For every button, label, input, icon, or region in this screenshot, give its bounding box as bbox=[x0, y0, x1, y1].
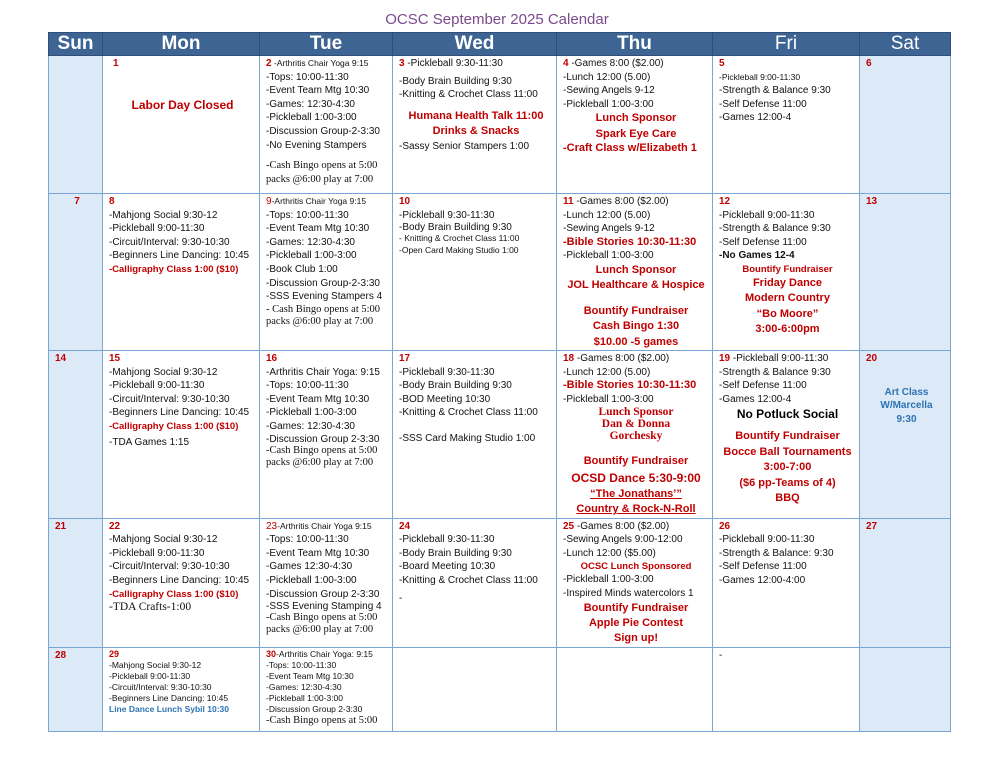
event-line: -Lunch 12:00 (5.00) bbox=[563, 71, 651, 83]
day-cell-8 bbox=[103, 194, 260, 351]
event-line: -Pickleball 1:00-3:00 bbox=[266, 250, 357, 262]
event-line: -Lunch 12:00 (5.00) bbox=[563, 366, 651, 378]
event-line: -Beginners Line Dancing: 10:45 bbox=[109, 407, 250, 419]
event-line: -Knitting & Crochet Class 11:00 bbox=[399, 574, 538, 586]
day-cell-29 bbox=[103, 647, 260, 731]
special-event: -Calligraphy Class 1:00 ($10) bbox=[109, 420, 239, 432]
event-line: -Pickleball 9:30-11:30 bbox=[399, 534, 495, 546]
header-fri: Fri bbox=[713, 33, 860, 56]
special-event: -Calligraphy Class 1:00 ($10) bbox=[109, 588, 239, 600]
event-line: -Pickleball 9:00-11:30 bbox=[730, 353, 829, 364]
day-cell-4 bbox=[557, 56, 713, 194]
event-line: -Games 12:00-4 bbox=[719, 112, 792, 124]
fundraiser-signup: Sign up! bbox=[614, 632, 658, 645]
event-line: -Beginners Line Dancing: 10:45 bbox=[109, 250, 250, 262]
no-potluck-notice: No Potluck Social bbox=[736, 407, 839, 422]
day-cell-12 bbox=[713, 194, 860, 351]
event-line: -Sassy Senior Stampers 1:00 bbox=[399, 140, 530, 152]
event-line: -Mahjong Social 9:30-12 bbox=[109, 659, 202, 670]
fundraiser-title: Bountify Fundraiser bbox=[735, 430, 840, 443]
day-number: 29 bbox=[109, 648, 120, 659]
special-event: -Craft Class w/Elizabeth 1 bbox=[563, 142, 697, 155]
day-cell-13 bbox=[860, 194, 951, 351]
event-line: -Games 12:00-4 bbox=[719, 393, 792, 405]
special-event: -Calligraphy Class 1:00 ($10) bbox=[109, 263, 239, 275]
event-line: -Arthritis Chair Yoga: 9:15 bbox=[266, 366, 380, 378]
week-3-row bbox=[49, 351, 951, 519]
lunch-sponsor: Lunch Sponsor bbox=[595, 112, 677, 125]
day-cell-empty bbox=[393, 647, 557, 731]
day-cell-17 bbox=[393, 351, 557, 519]
event-line: -Mahjong Social 9:30-12 bbox=[109, 366, 218, 378]
day-number: 12 bbox=[719, 196, 731, 207]
day-cell-5 bbox=[713, 56, 860, 194]
day-cell-30 bbox=[260, 647, 393, 731]
event-line: -Pickleball 1:00-3:00 bbox=[563, 574, 654, 586]
art-class-time: 9:30 bbox=[896, 413, 917, 425]
header-mon: Mon bbox=[103, 33, 260, 56]
event-line: -Self Defense 11:00 bbox=[719, 236, 807, 248]
day-cell-15 bbox=[103, 351, 260, 519]
art-class: Art Class bbox=[884, 386, 929, 398]
day-cell-6 bbox=[860, 56, 951, 194]
event-line: -Sewing Angels 9-12 bbox=[563, 223, 655, 235]
header-wed: Wed bbox=[393, 33, 557, 56]
fundraiser-event: OCSD Dance 5:30-9:00 bbox=[571, 470, 701, 485]
event-line: -Self Defense 11:00 bbox=[719, 561, 807, 573]
event-line: -Tops: 10:00-11:30 bbox=[266, 71, 349, 83]
day-number: 10 bbox=[399, 196, 411, 207]
lunch-sponsor: OCSC Lunch Sponsored bbox=[580, 561, 692, 573]
event-line: -Book Club 1:00 bbox=[266, 263, 338, 275]
event-line: -Games: 12:30-4:30 bbox=[266, 236, 355, 248]
weekday-header-row bbox=[49, 33, 951, 56]
labor-day-closed: Labor Day Closed bbox=[131, 97, 234, 112]
event-line: -Inspired Minds watercolors 1 bbox=[563, 587, 694, 599]
header-thu: Thu bbox=[557, 33, 713, 56]
day-number: 5 bbox=[719, 58, 725, 69]
event-line: -Event Team Mtg 10:30 bbox=[266, 393, 370, 405]
event-line: -Event Team Mtg 10:30 bbox=[266, 670, 354, 681]
day-cell-empty bbox=[557, 647, 713, 731]
week-1-row bbox=[49, 56, 951, 194]
day-cell-24 bbox=[393, 518, 557, 647]
event-line: -Lunch 12:00 ($5.00) bbox=[563, 547, 656, 559]
event-line: packs @6:00 play at 7:00 bbox=[266, 315, 374, 327]
day-number: 15 bbox=[109, 353, 121, 364]
event-line: packs @6:00 play at 7:00 bbox=[266, 173, 374, 185]
fundraiser-detail: Modern Country bbox=[745, 292, 830, 305]
event-line: -Self Defense 11:00 bbox=[719, 98, 807, 110]
event-line: -Pickleball 1:00-3:00 bbox=[563, 393, 654, 405]
event-line: -Cash Bingo opens at 5:00 bbox=[266, 612, 378, 624]
event-line: -Pickleball 9:30-11:30 bbox=[404, 58, 503, 69]
lunch-sponsor-name: Dan & Donna bbox=[601, 418, 671, 431]
special-event: Line Dance Lunch Sybil 10:30 bbox=[109, 703, 229, 714]
day-number: 19 bbox=[719, 353, 731, 364]
fundraiser-event: Cash Bingo 1:30 bbox=[592, 320, 680, 333]
event-line: -Board Meeting 10:30 bbox=[399, 561, 496, 573]
event-line: -Cash Bingo opens at 5:00 bbox=[266, 444, 378, 456]
event-line: -Event Team Mtg 10:30 bbox=[266, 547, 370, 559]
event-line: -Pickleball 9:00-11:30 bbox=[719, 71, 801, 82]
event-line: -Tops: 10:00-11:30 bbox=[266, 534, 349, 546]
lunch-sponsor-name: JOL Healthcare & Hospice bbox=[567, 279, 705, 292]
event-line: -SSS Evening Stampers 4 bbox=[266, 291, 383, 303]
event-line: -Discussion Group 2-3:30 bbox=[266, 588, 380, 600]
special-event: -Bible Stories 10:30-11:30 bbox=[563, 379, 697, 392]
day-number: 11 bbox=[563, 196, 574, 207]
event-line: -Games 8:00 ($2.00) bbox=[573, 196, 669, 207]
event-line: -Games: 12:30-4:30 bbox=[266, 420, 355, 432]
event-line: -Pickleball 9:00-11:30 bbox=[719, 534, 815, 546]
event-line: -Strength & Balance 9:30 bbox=[719, 366, 831, 378]
event-line: - Knitting & Crochet Class 11:00 bbox=[399, 233, 520, 244]
day-number: 2 bbox=[266, 58, 272, 69]
event-line: -Mahjong Social 9:30-12 bbox=[109, 209, 218, 221]
event-line: -TDA Crafts-1:00 bbox=[109, 601, 192, 614]
day-number: 8 bbox=[109, 196, 115, 207]
event-line: -TDA Games 1:15 bbox=[109, 436, 190, 448]
event-line: -Pickleball 1:00-3:00 bbox=[266, 407, 357, 419]
event-line: -Knitting & Crochet Class 11:00 bbox=[399, 89, 538, 101]
day-cell-18 bbox=[557, 351, 713, 519]
special-event: Humana Health Talk 11:00 bbox=[408, 109, 544, 122]
header-tue: Tue bbox=[260, 33, 393, 56]
day-number: 26 bbox=[719, 520, 731, 532]
fundraiser-title: Bountify Fundraiser bbox=[583, 304, 689, 317]
day-cell-19 bbox=[713, 351, 860, 519]
day-number: 4 bbox=[563, 58, 569, 69]
day-cell-26 bbox=[713, 518, 860, 647]
day-cell-empty bbox=[713, 647, 860, 731]
day-number: 9 bbox=[266, 196, 272, 207]
day-number: 3 bbox=[399, 58, 405, 69]
day-number: 18 bbox=[563, 353, 575, 364]
day-cell-empty bbox=[49, 56, 103, 194]
event-line: -Arthritis Chair Yoga 9:15 bbox=[277, 520, 372, 531]
event-line: - bbox=[399, 592, 403, 604]
day-cell-16 bbox=[260, 351, 393, 519]
day-number: 28 bbox=[55, 649, 67, 661]
event-line: -BOD Meeting 10:30 bbox=[399, 393, 491, 405]
day-number: 6 bbox=[866, 58, 872, 69]
event-line: -Discussion Group-2-3:30 bbox=[266, 125, 380, 137]
event-line: -Pickleball 1:00-3:00 bbox=[266, 692, 344, 703]
event-line: -Sewing Angels 9-12 bbox=[563, 85, 655, 97]
event-line: -Beginners Line Dancing: 10:45 bbox=[109, 692, 229, 703]
fundraiser-detail: $10.00 -5 games bbox=[593, 335, 679, 348]
lunch-sponsor-name: Spark Eye Care bbox=[595, 127, 677, 140]
event-line: -Pickleball 9:00-11:30 bbox=[719, 209, 815, 221]
calendar-grid bbox=[48, 32, 951, 732]
event-line: -No Evening Stampers bbox=[266, 139, 367, 151]
day-cell-20 bbox=[860, 351, 951, 519]
event-line: -Pickleball 9:00-11:30 bbox=[109, 223, 205, 235]
event-line: -Sewing Angels 9:00-12:00 bbox=[563, 534, 683, 546]
event-line: -Circuit/Interval: 9:30-10:30 bbox=[109, 393, 230, 405]
event-line: -SSS Evening Stamping 4 bbox=[266, 601, 382, 613]
day-cell-empty bbox=[860, 647, 951, 731]
event-line: -No Games 12-4 bbox=[719, 250, 795, 262]
event-line: -Tops: 10:00-11:30 bbox=[266, 209, 349, 221]
event-line: -Games: 12:30-4:30 bbox=[266, 98, 355, 110]
event-line: -Event Team Mtg 10:30 bbox=[266, 223, 370, 235]
fundraiser-title: Bountify Fundraiser bbox=[742, 263, 833, 275]
event-line: -Strength & Balance 9:30 bbox=[719, 223, 831, 235]
event-line: -Games 8:00 ($2.00) bbox=[568, 58, 664, 69]
week-2-row bbox=[49, 194, 951, 351]
event-line: -Mahjong Social 9:30-12 bbox=[109, 534, 218, 546]
event-line: -Games 12:00-4:00 bbox=[719, 574, 806, 586]
event-line: -Pickleball 1:00-3:00 bbox=[266, 112, 357, 124]
day-cell-7 bbox=[49, 194, 103, 351]
event-line: -Knitting & Crochet Class 11:00 bbox=[399, 407, 538, 419]
day-cell-28 bbox=[49, 647, 103, 731]
day-number: 22 bbox=[109, 520, 121, 532]
fundraiser-genre: Country & Rock-N-Roll bbox=[576, 503, 696, 516]
day-cell-25 bbox=[557, 518, 713, 647]
fundraiser-event: Apple Pie Contest bbox=[588, 616, 684, 629]
lunch-sponsor: Lunch Sponsor bbox=[595, 263, 677, 276]
fundraiser-time: 3:00-7:00 bbox=[763, 461, 812, 474]
day-number: 14 bbox=[55, 353, 67, 364]
day-cell-10 bbox=[393, 194, 557, 351]
event-line: -Discussion Group-2-3:30 bbox=[266, 277, 380, 289]
day-number: 23 bbox=[266, 520, 278, 532]
event-line: -Circuit/Interval: 9:30-10:30 bbox=[109, 236, 230, 248]
event-line: - bbox=[719, 649, 723, 661]
event-line: -Body Brain Building 9:30 bbox=[399, 547, 512, 559]
day-number: 1 bbox=[113, 58, 119, 69]
day-cell-3 bbox=[393, 56, 557, 194]
event-line: -Circuit/Interval: 9:30-10:30 bbox=[109, 561, 230, 573]
event-line: -Games 8:00 ($2.00) bbox=[574, 520, 670, 532]
event-line: -Event Team Mtg 10:30 bbox=[266, 85, 370, 97]
event-line: -Arthritis Chair Yoga: 9:15 bbox=[276, 648, 373, 659]
event-line: -Lunch 12:00 (5.00) bbox=[563, 209, 651, 221]
fundraiser-detail: “Bo Moore” bbox=[756, 307, 819, 320]
fundraiser-detail: BBQ bbox=[775, 492, 800, 504]
event-line: - Cash Bingo opens at 5:00 bbox=[266, 303, 381, 315]
event-line: -Discussion Group 2-3:30 bbox=[266, 703, 363, 714]
day-cell-23 bbox=[260, 518, 393, 647]
event-line: -Pickleball 1:00-3:00 bbox=[563, 98, 654, 110]
event-line: -Circuit/Interval: 9:30-10:30 bbox=[109, 681, 212, 692]
event-line: -Cash Bingo opens at 5:00 bbox=[266, 160, 378, 172]
event-line: -Arthritis Chair Yoga 9:15 bbox=[271, 196, 367, 206]
day-cell-21 bbox=[49, 518, 103, 647]
header-sat: Sat bbox=[860, 33, 951, 56]
event-line: -Pickleball 9:00-11:30 bbox=[109, 380, 205, 392]
day-number: 25 bbox=[563, 520, 575, 532]
event-line: -Body Brain Building 9:30 bbox=[399, 75, 512, 87]
week-4-row bbox=[49, 518, 951, 647]
fundraiser-event: Friday Dance bbox=[752, 276, 823, 289]
special-event: -Bible Stories 10:30-11:30 bbox=[563, 235, 697, 248]
event-line: -Games: 12:30-4:30 bbox=[266, 681, 342, 692]
day-number: 27 bbox=[866, 520, 878, 532]
day-number: 7 bbox=[74, 196, 80, 207]
day-cell-9 bbox=[260, 194, 393, 351]
day-cell-22 bbox=[103, 518, 260, 647]
event-line: packs @6:00 play at 7:00 bbox=[266, 456, 374, 468]
fundraiser-time: 3:00-6:00pm bbox=[755, 323, 820, 336]
day-number: 21 bbox=[55, 520, 67, 532]
day-number: 13 bbox=[866, 196, 878, 207]
event-line: -Open Card Making Studio 1:00 bbox=[399, 245, 519, 256]
day-cell-2 bbox=[260, 56, 393, 194]
day-cell-27 bbox=[860, 518, 951, 647]
event-line: -Pickleball 9:30-11:30 bbox=[399, 366, 495, 378]
calendar-title: OCSC September 2025 Calendar bbox=[385, 11, 609, 28]
day-cell-1 bbox=[103, 56, 260, 194]
event-line: packs @6:00 play at 7:00 bbox=[266, 624, 374, 636]
event-line: -Pickleball 9:00-11:30 bbox=[109, 670, 191, 681]
event-line: -Discussion Group 2-3:30 bbox=[266, 433, 380, 445]
fundraiser-title: Bountify Fundraiser bbox=[583, 455, 689, 468]
fundraiser-band: “The Jonathans’” bbox=[590, 487, 682, 500]
day-number: 30 bbox=[266, 648, 277, 659]
day-cell-11 bbox=[557, 194, 713, 351]
event-line: -Pickleball 9:30-11:30 bbox=[399, 209, 495, 221]
event-line: -Tops: 10:00-11:30 bbox=[266, 380, 349, 392]
event-line: -Self Defense 11:00 bbox=[719, 380, 807, 392]
event-line: -Tops: 10:00-11:30 bbox=[266, 659, 337, 670]
event-line: -Body Brain Building 9:30 bbox=[399, 380, 512, 392]
special-event: Drinks & Snacks bbox=[432, 125, 520, 138]
event-line: -Pickleball 9:00-11:30 bbox=[109, 547, 205, 559]
event-line: -Arthritis Chair Yoga 9:15 bbox=[271, 58, 369, 68]
event-line: -Body Brain Building 9:30 bbox=[399, 222, 512, 234]
event-line: -SSS Card Making Studio 1:00 bbox=[399, 432, 536, 444]
fundraiser-title: Bountify Fundraiser bbox=[583, 601, 689, 614]
event-line: -Strength & Balance 9:30 bbox=[719, 85, 831, 97]
header-sun: Sun bbox=[49, 33, 103, 56]
fundraiser-event: Bocce Ball Tournaments bbox=[723, 445, 852, 458]
lunch-sponsor-name: Gorchesky bbox=[609, 430, 663, 443]
event-line: -Pickleball 1:00-3:00 bbox=[563, 250, 654, 262]
day-cell-14 bbox=[49, 351, 103, 519]
event-line: -Games 8:00 ($2.00) bbox=[574, 353, 670, 364]
day-number: 17 bbox=[399, 353, 411, 364]
event-line: -Strength & Balance: 9:30 bbox=[719, 547, 834, 559]
day-number: 24 bbox=[399, 520, 411, 532]
event-line: -Games 12:30-4:30 bbox=[266, 561, 353, 573]
day-number: 16 bbox=[266, 353, 278, 364]
event-line: -Beginners Line Dancing: 10:45 bbox=[109, 574, 250, 586]
art-class-instructor: W/Marcella bbox=[880, 400, 933, 412]
week-5-row bbox=[49, 647, 951, 731]
event-line: -Pickleball 1:00-3:00 bbox=[266, 574, 357, 586]
lunch-sponsor: Lunch Sponsor bbox=[598, 406, 674, 419]
event-line: -Cash Bingo opens at 5:00 bbox=[266, 714, 378, 726]
fundraiser-detail: ($6 pp-Teams of 4) bbox=[739, 476, 836, 489]
day-number: 20 bbox=[866, 353, 878, 364]
